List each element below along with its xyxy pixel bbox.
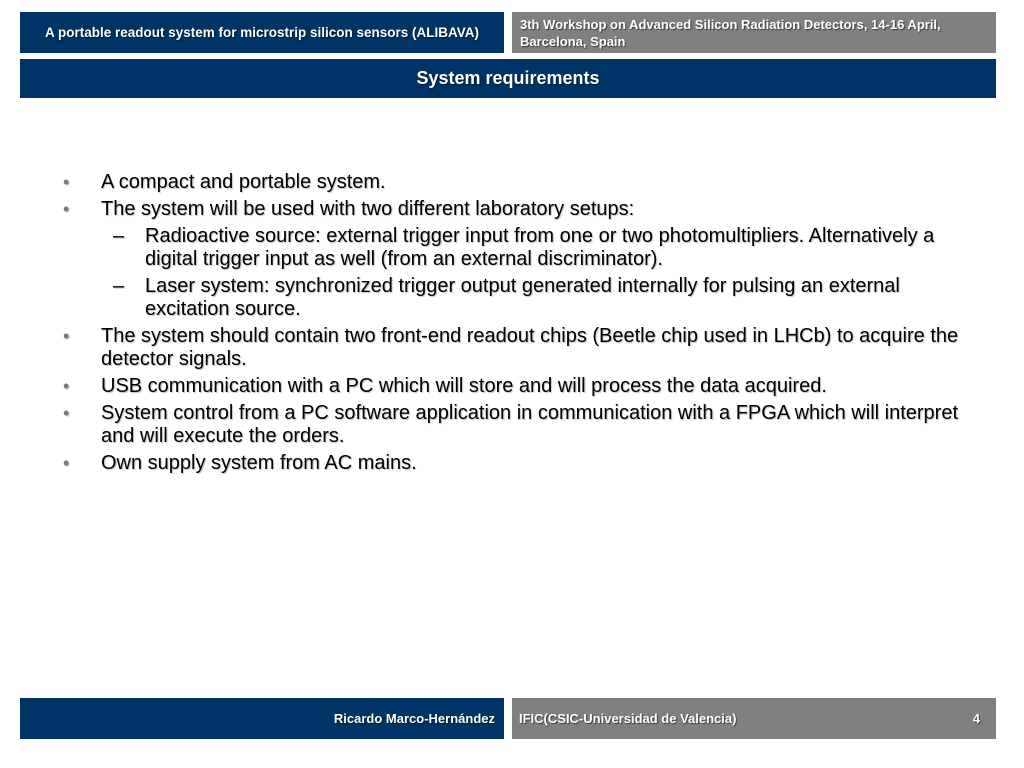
bullet-text: The system will be used with two different laboratory setups: xyxy=(101,198,635,220)
bullet-text: USB communication with a PC which will store and will process the data acquired. xyxy=(101,375,827,397)
dash-icon: – xyxy=(113,225,125,247)
bullet-icon: • xyxy=(63,172,70,192)
bullet-item xyxy=(62,171,982,194)
sub-bullet-item xyxy=(62,225,982,271)
author-name: Ricardo Marco-Hernández xyxy=(333,711,495,726)
author-footer xyxy=(20,698,504,739)
page-number: 4 xyxy=(972,711,980,726)
bullet-list xyxy=(62,171,982,479)
presentation-title: A portable readout system for microstrip silicon sensors (ALIBAVA) xyxy=(44,25,480,40)
bullet-item xyxy=(62,198,982,221)
slide-title-bar xyxy=(20,59,996,98)
bullet-text: Own supply system from AC mains. xyxy=(101,452,417,474)
conference-name: 3th Workshop on Advanced Silicon Radiation Detectors, 14-16 April, Barcelona, Spain xyxy=(520,17,941,49)
sub-bullet-text: Radioactive source: external trigger input from one or two photomultipliers. Alternatively a digital trigger input as well (from an external discriminator). xyxy=(145,225,935,270)
bullet-icon: • xyxy=(63,376,70,396)
bullet-icon: • xyxy=(63,403,70,423)
bullet-text: The system should contain two front-end readout chips (Beetle chip used in LHCb) to acquire the detector signals. xyxy=(101,325,959,370)
bullet-item xyxy=(62,402,982,448)
sub-bullet-text: Laser system: synchronized trigger output generated internally for pulsing an external excitation source. xyxy=(145,275,900,320)
bullet-icon: • xyxy=(63,326,70,346)
bullet-item xyxy=(62,452,982,475)
bullet-text: System control from a PC software application in communication with a FPGA which will interpret and will execute the orders. xyxy=(101,402,959,447)
bullet-icon: • xyxy=(63,199,70,219)
slide-title: System requirements xyxy=(416,68,600,88)
bullet-text: A compact and portable system. xyxy=(101,171,386,193)
institution-name: IFIC(CSIC-Universidad de Valencia) xyxy=(519,711,737,726)
dash-icon: – xyxy=(113,275,125,297)
presentation-title-banner xyxy=(20,12,504,53)
conference-banner xyxy=(512,12,996,53)
bullet-icon: • xyxy=(63,453,70,473)
bullet-item xyxy=(62,325,982,371)
sub-bullet-item xyxy=(62,275,982,321)
institution-footer xyxy=(512,698,996,739)
bullet-item xyxy=(62,375,982,398)
